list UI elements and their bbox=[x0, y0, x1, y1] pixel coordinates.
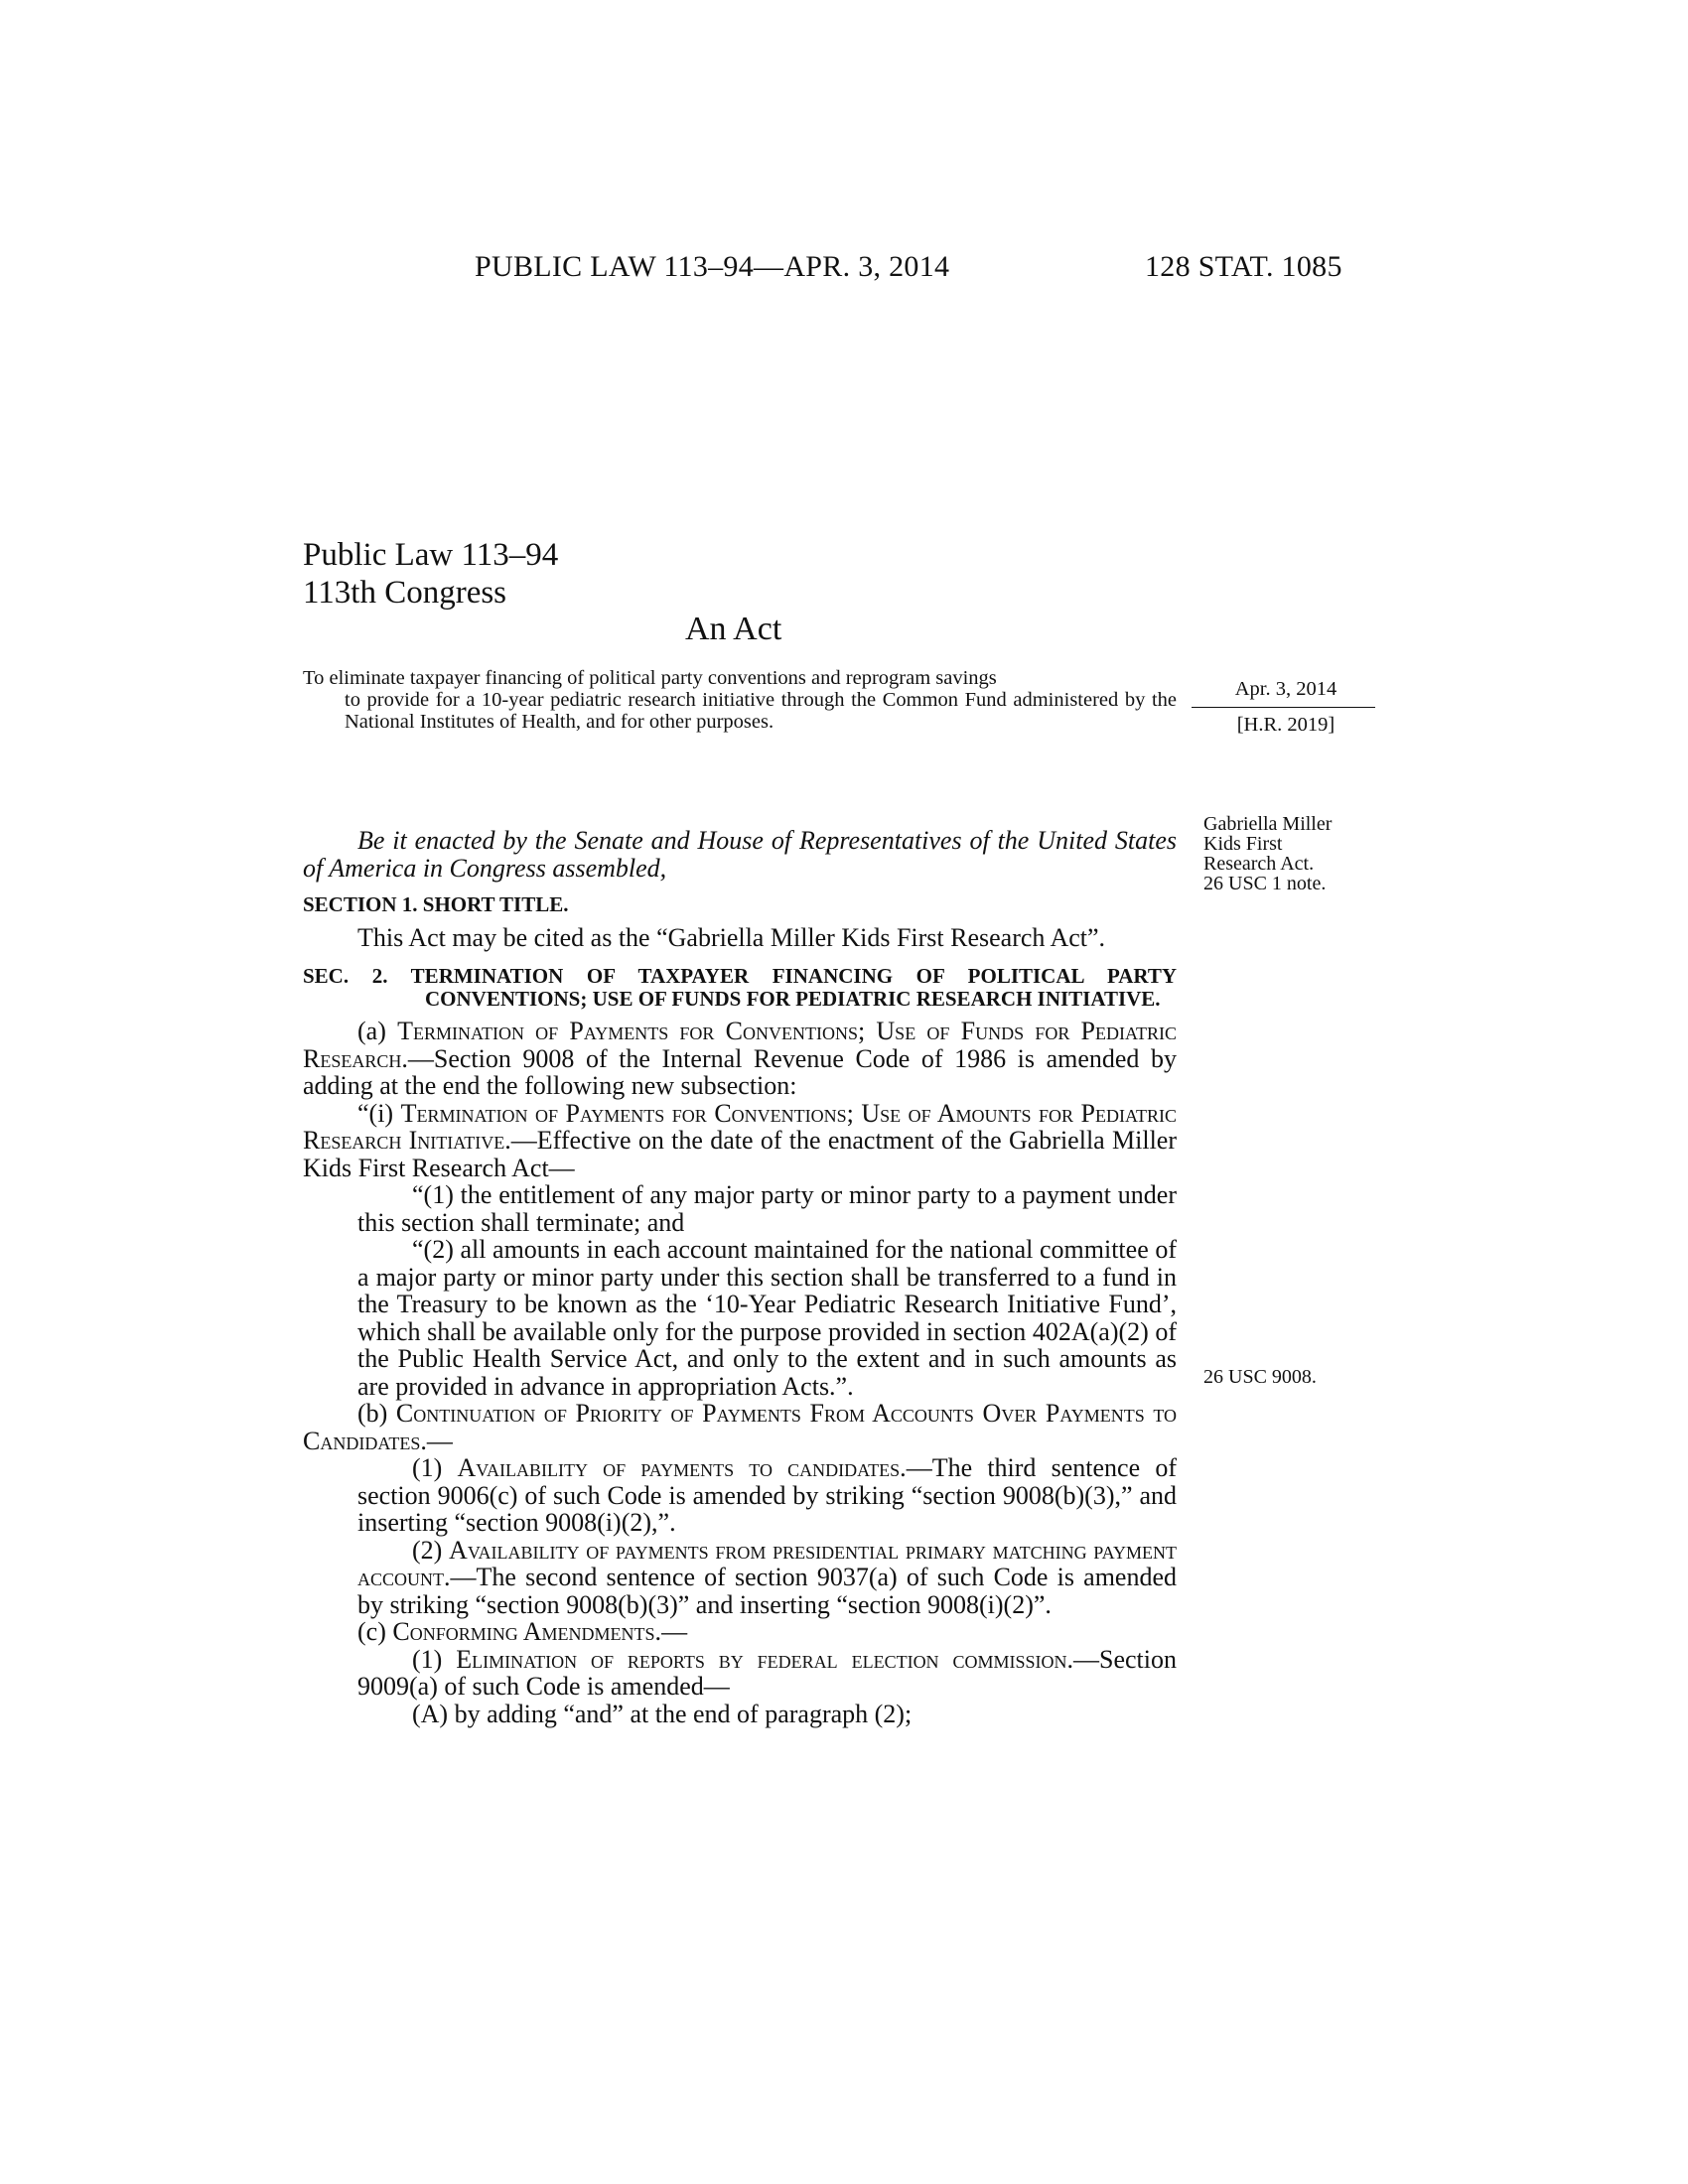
paragraph-b-1-text: —The third sentence of section 9006(c) of such Code is amended by striking “section 9008(b)(3),” and inserting “section 9008(i)(2),”. bbox=[357, 1453, 1177, 1537]
margin-note-line: Kids First bbox=[1203, 833, 1283, 855]
paragraph-b-1 bbox=[303, 1454, 1177, 1537]
paragraph-b-1-label: (1) bbox=[412, 1453, 458, 1482]
paragraph-b-2-heading: Availability of payments from presidential primary matching payment account. bbox=[357, 1535, 1177, 1591]
subsection-c-heading: Conforming Amendments. bbox=[392, 1617, 662, 1646]
margin-note-usc-citation: 26 USC 9008. bbox=[1203, 1366, 1317, 1388]
subsection-i-text: —Effective on the date of the enactment of the Gabriella Miller Kids First Research Act— bbox=[303, 1126, 1177, 1182]
running-head-left: PUBLIC LAW 113–94—APR. 3, 2014 bbox=[475, 250, 950, 283]
subsection-a-heading: Termination of Payments for Conventions; Use of Funds for Pediatric Research. bbox=[303, 1017, 1177, 1073]
paragraph-c-1-label: (1) bbox=[412, 1644, 457, 1674]
purpose-line-1: To eliminate taxpayer financing of political party conventions and reprogram savings bbox=[303, 667, 997, 689]
subsection-c bbox=[303, 1618, 1177, 1646]
margin-note-line: Gabriella Miller bbox=[1203, 813, 1333, 835]
act-heading: An Act bbox=[685, 611, 782, 647]
margin-note-line: 26 USC 1 note. bbox=[1203, 873, 1327, 894]
running-head-page-citation: 128 STAT. 1085 bbox=[1145, 250, 1342, 283]
law-title bbox=[303, 536, 558, 612]
subsection-a-text: —Section 9008 of the Internal Revenue Code of 1986 is amended by adding at the end the following new subsection: bbox=[303, 1043, 1177, 1100]
subsection-b-label: (b) bbox=[357, 1399, 396, 1428]
law-number: Public Law 113–94 bbox=[303, 537, 559, 573]
subsection-b-heading: Continuation of Priority of Payments From Accounts Over Payments to Candidates. bbox=[303, 1399, 1177, 1455]
paragraph-c-1-text: —Section 9009(a) of such Code is amended— bbox=[357, 1644, 1177, 1701]
subsection-c-dash: — bbox=[661, 1617, 688, 1646]
margin-note-short-title bbox=[1203, 814, 1392, 893]
subsection-a bbox=[303, 1018, 1177, 1100]
section-1-heading: SECTION 1. SHORT TITLE. bbox=[303, 892, 569, 916]
date-divider bbox=[1192, 707, 1375, 708]
congress-number: 113th Congress bbox=[303, 575, 507, 611]
purpose-clause bbox=[303, 667, 1177, 733]
subsection-i-label: “(i) bbox=[357, 1098, 401, 1128]
subsection-c-label: (c) bbox=[357, 1617, 393, 1646]
enactment-date-box bbox=[1196, 678, 1375, 737]
subsection-b bbox=[303, 1400, 1177, 1454]
subsection-a-label: (a) bbox=[357, 1017, 398, 1045]
bill-number: [H.R. 2019] bbox=[1236, 714, 1336, 736]
paragraph-c-1-heading: Elimination of reports by federal election commission. bbox=[456, 1644, 1073, 1674]
paragraph-b-1-heading: Availability of payments to candidates. bbox=[457, 1453, 907, 1482]
act-body bbox=[303, 827, 1177, 1727]
section-2-heading: SEC. 2. TERMINATION OF TAXPAYER FINANCING OF POLITICAL PARTY CONVENTIONS; USE OF FUNDS FOR PEDIATRIC RESEARCH INITIATIVE. bbox=[303, 964, 1177, 1011]
section-1-text: This Act may be cited as the “Gabriella Miller Kids First Research Act”. bbox=[357, 922, 1106, 952]
paragraph-b-2-text: —The second sentence of section 9037(a) of such Code is amended by striking “section 9008(b)(3)” and inserting “section 9008(i)(2)”. bbox=[357, 1563, 1177, 1619]
purpose-continuation: to provide for a 10-year pediatric research initiative through the Common Fund administered by the National Institutes of Health, and for other purposes. bbox=[345, 689, 1177, 733]
enacting-clause: Be it enacted by the Senate and House of Representatives of the United States of America in Congress assembled, bbox=[303, 826, 1177, 883]
paragraph-b-2 bbox=[303, 1537, 1177, 1619]
margin-note-line: Research Act. bbox=[1203, 853, 1315, 875]
paragraph-i-2: “(2) all amounts in each account maintained for the national committee of a major party or minor party under this section shall be transferred to a fund in the Treasury to be known as the ‘10-Year Pediatric Research Initiative Fund’, which shall be available only for the purpose provided in section 402A(a)(2) of the Public Health Service Act, and only to the extent and in such amounts as are provided in advance in appropriation Acts.”. bbox=[357, 1235, 1177, 1401]
subsection-b-dash: — bbox=[426, 1426, 453, 1455]
new-subsection-i bbox=[303, 1100, 1177, 1182]
paragraph-c-1 bbox=[303, 1646, 1177, 1701]
paragraph-i-1: “(1) the entitlement of any major party or minor party to a payment under this section shall terminate; and bbox=[357, 1180, 1177, 1237]
subparagraph-c-1-A: (A) by adding “and” at the end of paragraph (2); bbox=[412, 1699, 913, 1728]
enactment-date: Apr. 3, 2014 bbox=[1234, 678, 1337, 700]
paragraph-b-2-label: (2) bbox=[412, 1535, 450, 1565]
subsection-i-heading: Termination of Payments for Conventions; Use of Amounts for Pediatric Research Initiative. bbox=[303, 1098, 1177, 1155]
